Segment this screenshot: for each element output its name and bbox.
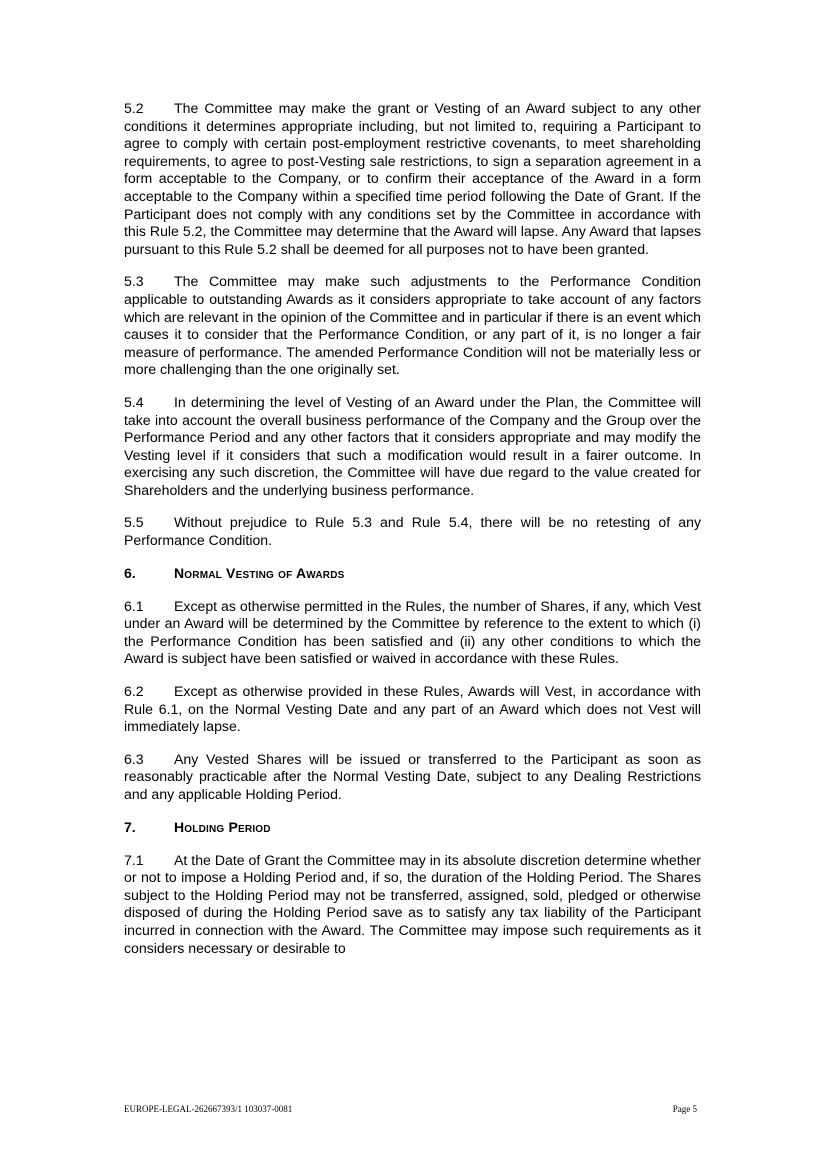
- section-number: 6.: [124, 564, 136, 581]
- paragraph-6-3: [124, 751, 701, 804]
- paragraph-number: 7.1: [124, 851, 144, 868]
- paragraph-text: The Committee may make such adjustments to the Performance Condition applicable to outstanding Awards as it considers appropriate to take account of any factors which are relevant in the opinion of the Committee and in particular if there is an event which causes it to consider that the Performance Condition, or any part of it, is no longer a fair measure of performance. The amended Performance Condition will not be materially less or more challenging than the one originally set.: [124, 273, 701, 378]
- paragraph-text: Without prejudice to Rule 5.3 and Rule 5.4, there will be no retesting of any Performance Condition.: [124, 514, 701, 549]
- paragraph-text: In determining the level of Vesting of an Award under the Plan, the Committee will take into account the overall business performance of the Company and the Group over the Performance Period and any other factors that it considers appropriate and may modify the Vesting level if it considers that such a modification would result in a fairer outcome. In exercising any such discretion, the Committee will have due regard to the value created for Shareholders and the underlying business performance.: [124, 393, 701, 498]
- paragraph-text: Except as otherwise provided in these Rules, Awards will Vest, in accordance with Rule 6.1, on the Normal Vesting Date and any part of an Award which does not Vest will immediately lapse.: [124, 683, 701, 735]
- paragraph-5-5: [124, 514, 701, 549]
- section-heading-6: [124, 565, 701, 582]
- paragraph-text: At the Date of Grant the Committee may in its absolute discretion determine whether or not to impose a Holding Period and, if so, the duration of the Holding Period. The Shares subject to the Holding Period may not be transferred, assigned, sold, pledged or otherwise disposed of during the Holding Period save as to satisfy any tax liability of the Participant incurred in connection with the Award. The Committee may impose such requirements as it considers necessary or desirable to: [124, 851, 701, 956]
- paragraph-5-3: [124, 273, 701, 379]
- section-title: Holding Period: [174, 818, 271, 835]
- paragraph-number: 6.2: [124, 683, 144, 700]
- paragraph-number: 5.3: [124, 273, 144, 290]
- paragraph-number: 6.3: [124, 750, 144, 767]
- paragraph-number: 6.1: [124, 597, 144, 614]
- paragraph-text: Except as otherwise permitted in the Rules, the number of Shares, if any, which Vest under an Award will be determined by the Committee by reference to the extent to which (i) the Performance Condition has been satisfied and (ii) any other conditions to which the Award is subject have been satisfied or waived in accordance with these Rules.: [124, 597, 701, 667]
- paragraph-7-1: [124, 852, 701, 958]
- paragraph-5-2: [124, 100, 701, 258]
- page-number: Page 5: [672, 1104, 697, 1114]
- paragraph-number: 5.4: [124, 393, 144, 410]
- paragraph-text: The Committee may make the grant or Vesting of an Award subject to any other conditions it determines appropriate including, but not limited to, requiring a Participant to agree to comply with certain post-employment restrictive covenants, to meet shareholding requirements, to agree to post-Vesting sale restrictions, to sign a separation agreement in a form acceptable to the Company, or to confirm their acceptance of the Award in a form acceptable to the Company within a specified time period following the Date of Grant. If the Participant does not comply with any conditions set by the Committee in accordance with this Rule 5.2, the Committee may determine that the Award will lapse. Any Award that lapses pursuant to this Rule 5.2 shall be deemed for all purposes not to have been granted.: [124, 100, 701, 257]
- section-number: 7.: [124, 818, 136, 835]
- section-title: Normal Vesting of Awards: [174, 564, 345, 581]
- paragraph-text: Any Vested Shares will be issued or transferred to the Participant as soon as reasonably practicable after the Normal Vesting Date, subject to any Dealing Restrictions and any applicable Holding Period.: [124, 750, 701, 802]
- document-reference: EUROPE-LEGAL-262667393/1 103037-0081: [124, 1104, 293, 1114]
- paragraph-5-4: [124, 394, 701, 500]
- paragraph-6-2: [124, 683, 701, 736]
- paragraph-number: 5.5: [124, 514, 144, 531]
- paragraph-6-1: [124, 598, 701, 668]
- document-body: [124, 100, 701, 972]
- section-heading-7: [124, 819, 701, 836]
- paragraph-number: 5.2: [124, 100, 144, 116]
